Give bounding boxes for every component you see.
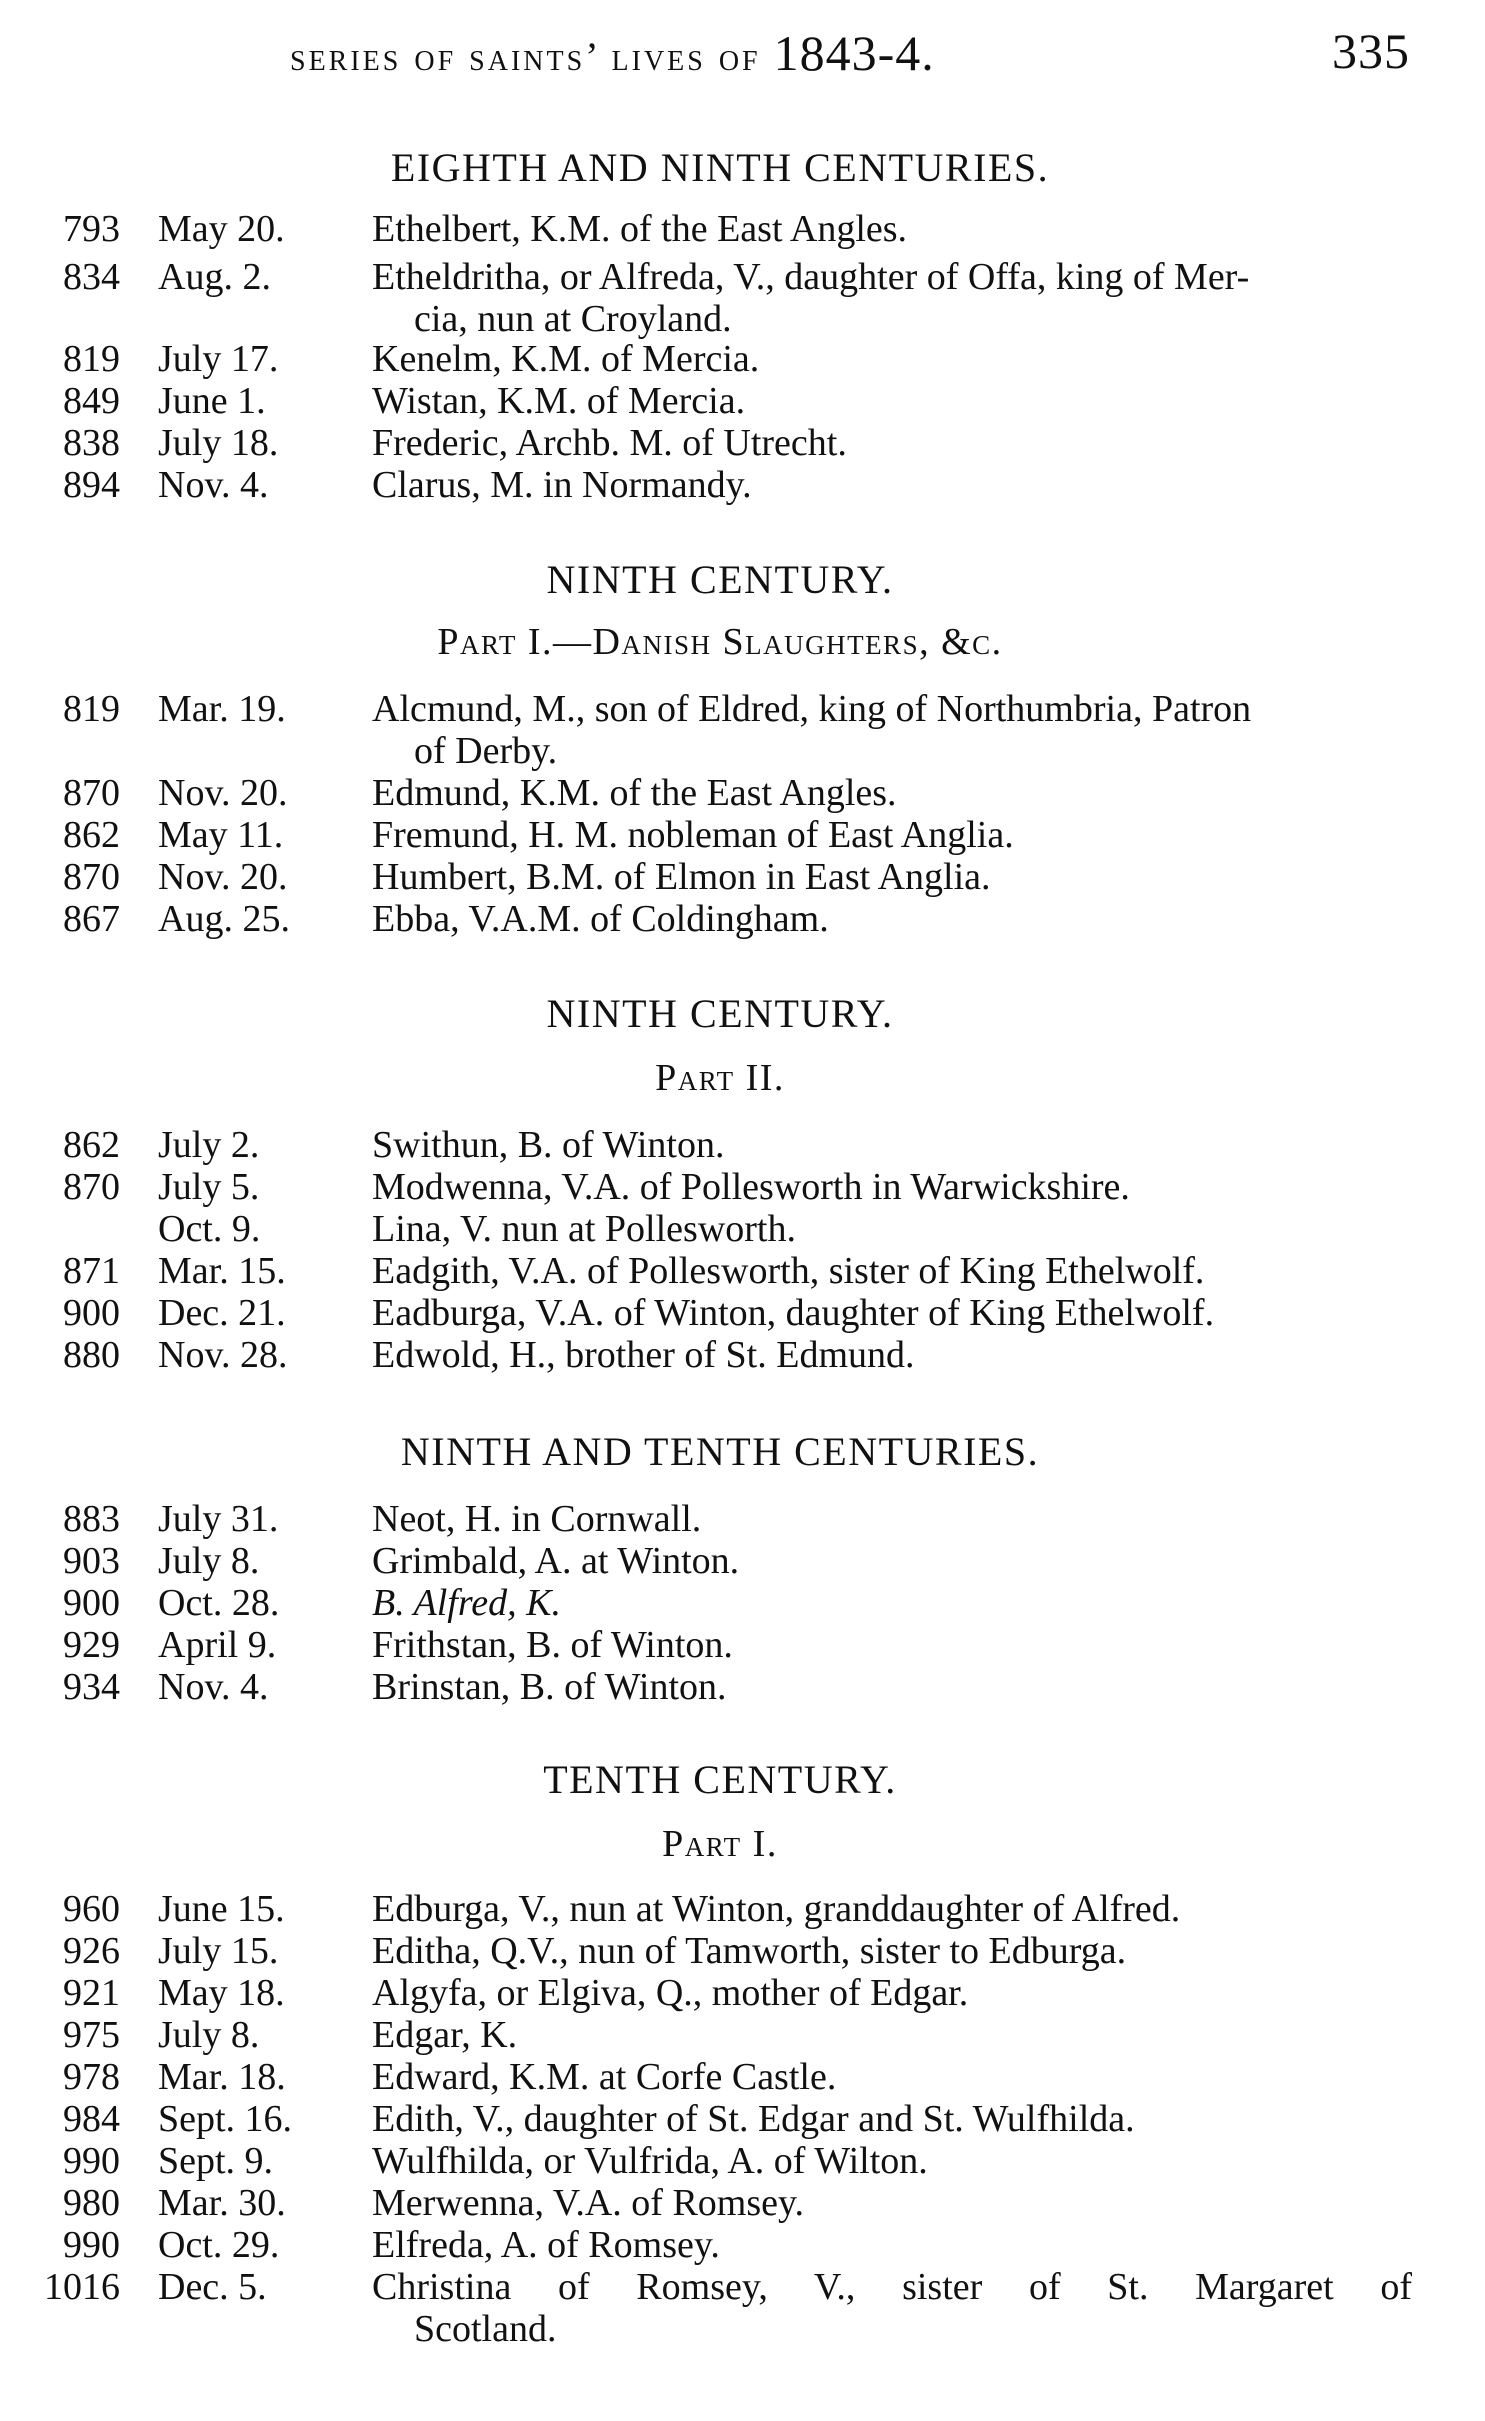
description-continuation: cia, nun at Croyland. [414,298,732,340]
entry-year: 871 [63,1250,120,1292]
entry-year: 900 [63,1292,120,1334]
entry-description [372,688,1402,772]
description-line: Merwenna, V.A. of Romsey. [372,2182,805,2224]
entry-year: 862 [63,1124,120,1166]
entry-year: 900 [63,1582,120,1624]
entry-description [372,1972,1402,2014]
entry-date: June 15. [158,1888,285,1930]
page-number: 335 [1332,23,1410,79]
section-heading: TENTH CENTURY. [543,1757,897,1802]
entry-description [372,1250,1402,1292]
entry-description [372,1930,1402,1972]
section-heading: NINTH AND TENTH CENTURIES. [400,1429,1040,1474]
description-line: Humbert, B.M. of Elmon in East Anglia. [372,856,991,898]
entry-description [372,338,1402,380]
description-line: Eadgith, V.A. of Pollesworth, sister of King Ethelwolf. [372,1250,1205,1292]
entry-date: July 18. [158,422,279,464]
entry-year: 990 [63,2140,120,2182]
entry-date: July 8. [158,2014,260,2056]
entry-description [372,1888,1402,1930]
description-line: Etheldritha, or Alfreda, V., daughter of Offa, king of Mer- [372,256,1250,298]
entry-description [372,1540,1402,1582]
entry-date: Dec. 21. [158,1292,286,1334]
section-heading: NINTH CENTURY. [546,557,894,602]
entry-description [372,772,1402,814]
entry-description [372,1624,1402,1666]
entry-year: 1016 [44,2266,120,2308]
entry-year: 934 [63,1666,120,1708]
description-line: Algyfa, or Elgiva, Q., mother of Edgar. [372,1972,969,2014]
entry-year: 990 [63,2224,120,2266]
section-subheading: Part II. [655,1057,785,1099]
entry-description [372,380,1402,422]
entry-year: 880 [63,1334,120,1376]
entry-date: May 11. [158,814,284,856]
entry-year: 921 [63,1972,120,2014]
entry-date: Oct. 28. [158,1582,280,1624]
description-line: Kenelm, K.M. of Mercia. [372,338,760,380]
entry-date: July 15. [158,1930,279,1972]
entry-description [372,1166,1402,1208]
entry-year: 894 [63,464,120,506]
entry-date: Nov. 20. [158,772,288,814]
entry-description [372,1292,1402,1334]
entry-description [372,208,1402,250]
entry-date: July 2. [158,1124,260,1166]
entry-date: Mar. 19. [158,688,286,730]
entry-year: 870 [63,1166,120,1208]
entry-description [372,2056,1402,2098]
entry-year: 926 [63,1930,120,1972]
entry-date: Mar. 15. [158,1250,286,1292]
entry-date: July 8. [158,1540,260,1582]
description-continuation: of Derby. [414,730,558,772]
entry-year: 903 [63,1540,120,1582]
entry-date: Aug. 25. [158,898,290,940]
entry-date: Mar. 18. [158,2056,286,2098]
description-line: B. Alfred, K. [372,1582,561,1624]
entry-date: Oct. 29. [158,2224,280,2266]
entry-date: Mar. 30. [158,2182,286,2224]
entry-description [372,1334,1402,1376]
description-line: Brinstan, B. of Winton. [372,1666,727,1708]
entry-description [372,2182,1402,2224]
entry-date: Oct. 9. [158,1208,261,1250]
entry-year: 819 [63,338,120,380]
entry-date: July 17. [158,338,279,380]
section-heading: NINTH CENTURY. [546,991,894,1036]
description-line: Ebba, V.A.M. of Coldingham. [372,898,829,940]
entry-description [372,1208,1402,1250]
entry-description [372,856,1402,898]
description-line: Frederic, Archb. M. of Utrecht. [372,422,847,464]
description-line: Editha, Q.V., nun of Tamworth, sister to Edburga. [372,1930,1127,1972]
entry-description [372,898,1402,940]
entry-date: April 9. [158,1624,277,1666]
entry-description [372,2098,1402,2140]
entry-date: Sept. 16. [158,2098,293,2140]
entry-description [372,2014,1402,2056]
entry-description [372,1582,1402,1624]
entry-year: 849 [63,380,120,422]
description-line: Neot, H. in Cornwall. [372,1498,702,1540]
entry-year: 834 [63,256,120,298]
section-heading: EIGHTH AND NINTH CENTURIES. [390,145,1050,190]
entry-description [372,1498,1402,1540]
entry-description [372,2266,1412,2350]
description-line: Edward, K.M. at Corfe Castle. [372,2056,837,2098]
description-line: Edmund, K.M. of the East Angles. [372,772,897,814]
entry-description [372,2224,1402,2266]
entry-date: July 31. [158,1498,279,1540]
entry-description [372,2140,1402,2182]
section-subheading: Part I. [662,1823,778,1865]
entry-description [372,256,1402,340]
entry-date: Nov. 4. [158,1666,269,1708]
description-line: Edburga, V., nun at Winton, granddaughter of Alfred. [372,1888,1181,1930]
entry-date: Nov. 20. [158,856,288,898]
description-line: Christina of Romsey, V., sister of St. Margaret of [372,2266,1412,2308]
entry-year: 838 [63,422,120,464]
section-subheading: Part I.—Danish Slaughters, &c. [437,621,1003,663]
entry-year: 980 [63,2182,120,2224]
entry-year: 978 [63,2056,120,2098]
running-head-title: series of saints’ lives of 1843-4. [290,25,935,81]
entry-year: 929 [63,1624,120,1666]
description-line: Eadburga, V.A. of Winton, daughter of King Ethelwolf. [372,1292,1215,1334]
running-head-years: 1843-4. [773,25,935,81]
entry-year: 984 [63,2098,120,2140]
description-line: Lina, V. nun at Pollesworth. [372,1208,796,1250]
entry-date: May 20. [158,208,285,250]
entry-date: Aug. 2. [158,256,271,298]
entry-year: 883 [63,1498,120,1540]
entry-description [372,422,1402,464]
entry-year: 870 [63,772,120,814]
entry-date: Dec. 5. [158,2266,267,2308]
description-line: Edgar, K. [372,2014,518,2056]
entry-description [372,1666,1402,1708]
entry-description [372,464,1402,506]
entry-date: Nov. 28. [158,1334,288,1376]
entry-date: July 5. [158,1166,260,1208]
description-line: Edith, V., daughter of St. Edgar and St. Wulfhilda. [372,2098,1135,2140]
entry-date: Sept. 9. [158,2140,274,2182]
description-continuation: Scotland. [414,2308,557,2350]
description-line: Wulfhilda, or Vulfrida, A. of Wilton. [372,2140,928,2182]
running-head [270,18,1410,81]
entry-year: 819 [63,688,120,730]
entry-year: 870 [63,856,120,898]
description-line: Modwenna, V.A. of Pollesworth in Warwickshire. [372,1166,1130,1208]
entry-year: 862 [63,814,120,856]
entry-date: May 18. [158,1972,285,2014]
description-line: Clarus, M. in Normandy. [372,464,752,506]
description-line: Wistan, K.M. of Mercia. [372,380,746,422]
description-line: Frithstan, B. of Winton. [372,1624,733,1666]
description-line: Elfreda, A. of Romsey. [372,2224,720,2266]
entry-date: Nov. 4. [158,464,269,506]
description-line: Edwold, H., brother of St. Edmund. [372,1334,915,1376]
description-line: Fremund, H. M. nobleman of East Anglia. [372,814,1014,856]
description-line: Swithun, B. of Winton. [372,1124,725,1166]
description-line: Ethelbert, K.M. of the East Angles. [372,208,908,250]
entry-description [372,1124,1402,1166]
entry-description [372,814,1402,856]
description-line: Grimbald, A. at Winton. [372,1540,740,1582]
entry-year: 975 [63,2014,120,2056]
entry-date: June 1. [158,380,266,422]
description-line: Alcmund, M., son of Eldred, king of Northumbria, Patron [372,688,1252,730]
entry-year: 793 [63,208,120,250]
entry-year: 960 [63,1888,120,1930]
entry-year: 867 [63,898,120,940]
